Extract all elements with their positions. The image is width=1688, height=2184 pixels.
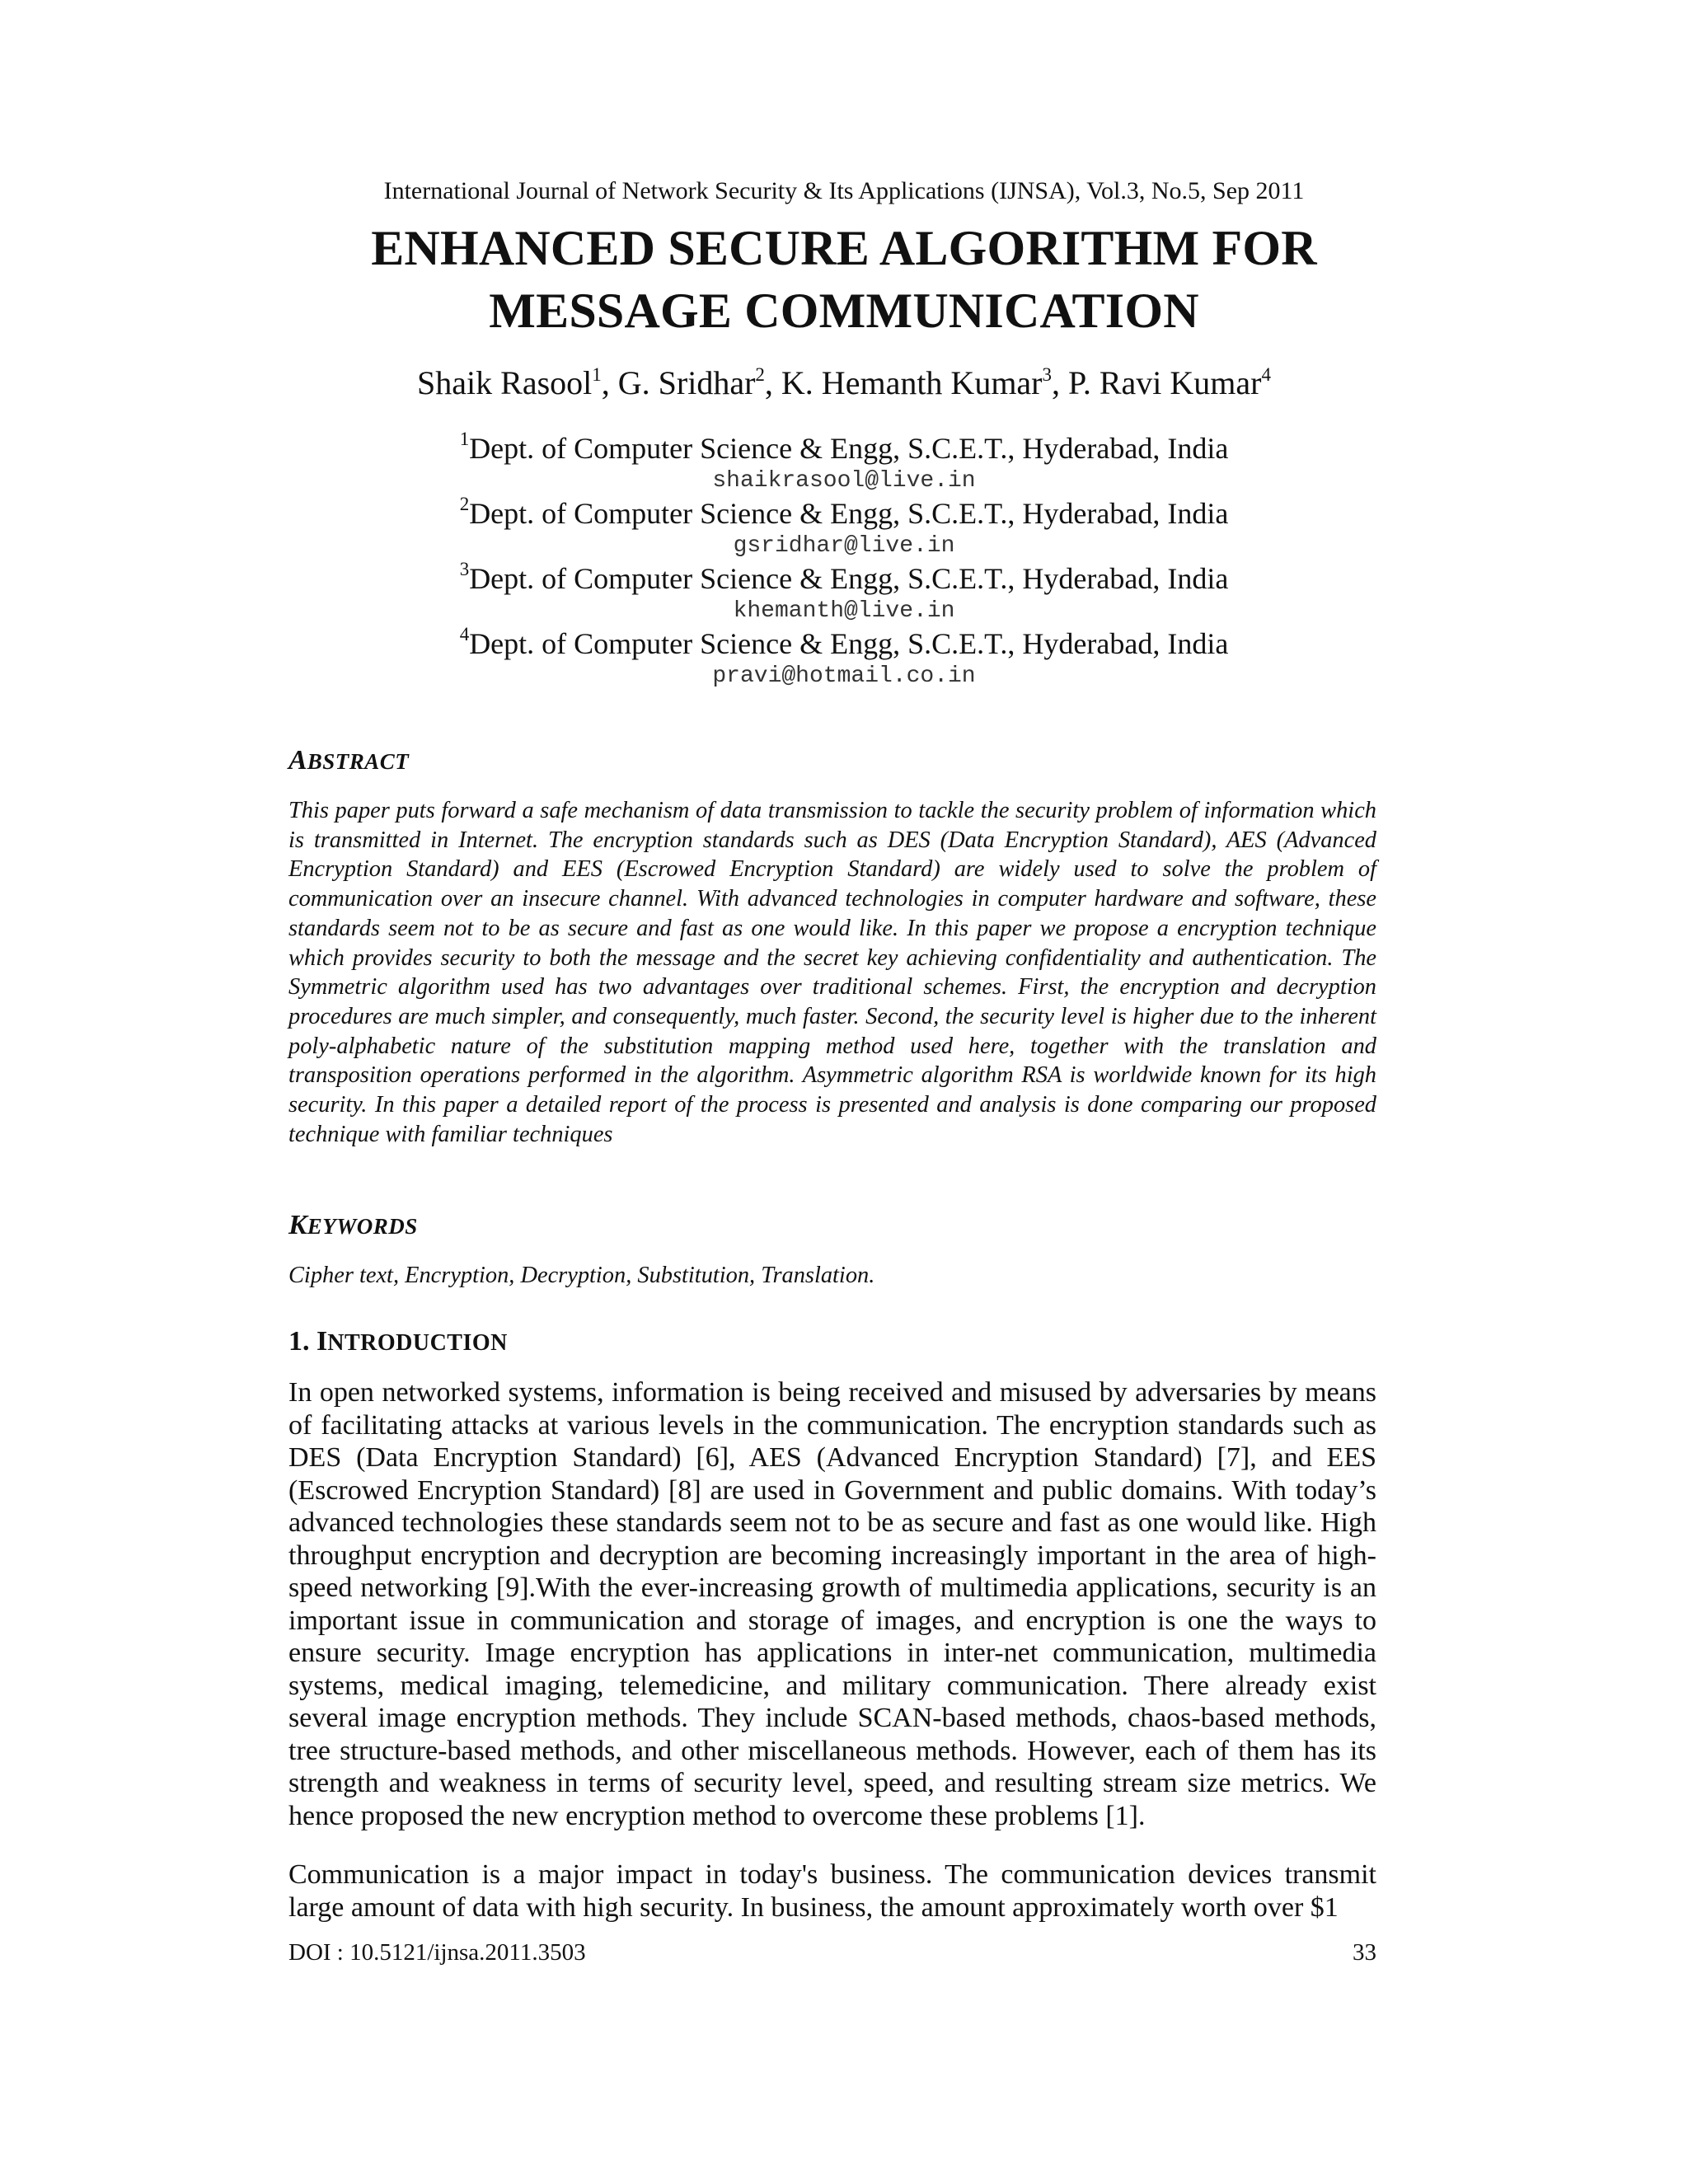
author-list: Shaik Rasool$^1$, G. Sridhar$^2$, K. Hemanth Kumar$^3$, P. Ravi Kumar$^4$ bbox=[417, 364, 1271, 401]
introduction-paragraph-2: Communication is a major impact in today's business. The communication devices transmit large amount of data with high security. In business, the amount approximately worth over $1 bbox=[288, 1859, 1376, 1923]
author-name: P. Ravi Kumar bbox=[1068, 364, 1262, 401]
abstract-text: This paper puts forward a safe mechanism of data transmission to tackle the security problem of information which is transmitted in Internet. The encryption standards such as DES (Data Encryption Standard), AES (Advanced Encryption Standard) and EES (Escrowed Encryption Standard) are widely used to solve the problem of communication over an insecure channel. With advanced technologies in computer hardware and software, these standards seem not to be as secure and fast as one would like. In this paper we propose a encryption technique which provides security to both the message and the secret key achieving confidentiality and authentication. The Symmetric algorithm used has two advantages over traditional schemes. First, the encryption and decryption procedures are much simpler, and consequently, much faster. Second, the security level is higher due to the inherent poly-alphabetic nature of the substitution mapping method used here, together with the translation and transposition operations performed in the algorithm. Asymmetric algorithm RSA is worldwide known for its high security. In this paper a detailed report of the process is presented and analysis is done comparing our proposed technique with familiar techniques bbox=[288, 798, 1376, 1147]
introduction-heading-initial: I bbox=[316, 1326, 328, 1357]
keywords-text: Cipher text, Encryption, Decryption, Substitution, Translation. bbox=[288, 1263, 875, 1288]
introduction-number: 1. bbox=[288, 1326, 316, 1357]
affiliation-dept: Dept. of Computer Science & Engg, S.C.E.T., Hyderabad, India bbox=[469, 562, 1229, 595]
affiliation bbox=[0, 496, 1688, 531]
author-mark: 1 bbox=[592, 364, 602, 385]
affiliation-mark: 2 bbox=[459, 494, 470, 514]
affiliation-dept: Dept. of Computer Science & Engg, S.C.E.T., Hyderabad, India bbox=[469, 432, 1229, 465]
affiliation-email[interactable]: pravi@hotmail.co.in bbox=[712, 663, 976, 689]
introduction-heading bbox=[288, 1326, 508, 1357]
paper-title bbox=[206, 217, 1482, 342]
abstract-heading-initial: A bbox=[288, 745, 307, 776]
author-mark: 2 bbox=[755, 364, 765, 385]
introduction-paragraph-1: In open networked systems, information is being received and misused by adversaries by means of facilitating attacks at various levels in the communication. The encryption standards such as DES (Data Encryption Standard) [6], AES (Advanced Encryption Standard) [7], and EES (Escrowed Encryption Standard) [8] are used in Government and public domains. With today’s advanced technologies these standards seem not to be as secure and fast as one would like. High throughput encryption and decryption are becoming increasingly important in the area of high-speed networking [9].With the ever-increasing growth of multimedia applications, security is an important issue in communication and storage of images, and encryption is one the ways to ensure security. Image encryption has applications in inter-net communication, multimedia systems, medical imaging, telemedicine, and military communication. There already exist several image encryption methods. They include SCAN-based methods, chaos-based methods, tree structure-based methods, and other miscellaneous methods. However, each of them has its strength and weakness in terms of security level, speed, and resulting stream size metrics. We hence proposed the new encryption method to overcome these problems [1]. bbox=[288, 1377, 1376, 1831]
affiliation-email[interactable]: shaikrasool@live.in bbox=[712, 468, 976, 494]
affiliation-email[interactable]: gsridhar@live.in bbox=[733, 533, 955, 559]
author-name: G. Sridhar bbox=[617, 364, 756, 401]
affiliation bbox=[0, 561, 1688, 596]
doi-footer[interactable]: DOI : 10.5121/ijnsa.2011.3503 bbox=[288, 1939, 586, 1966]
affiliation bbox=[0, 626, 1688, 661]
introduction-heading-rest: NTRODUCTION bbox=[327, 1330, 508, 1356]
affiliation-mark: 1 bbox=[459, 429, 470, 449]
affiliation-email[interactable]: khemanth@live.in bbox=[733, 598, 955, 624]
abstract-heading bbox=[288, 745, 409, 776]
author-name: Shaik Rasool bbox=[417, 364, 593, 401]
affiliation-dept: Dept. of Computer Science & Engg, S.C.E.T., Hyderabad, India bbox=[469, 627, 1229, 660]
affiliation-list bbox=[0, 431, 1688, 691]
journal-header: International Journal of Network Security & Its Applications (IJNSA), Vol.3, No.5, Sep 2011 bbox=[383, 177, 1305, 204]
affiliation bbox=[0, 431, 1688, 466]
page-number: 33 bbox=[1353, 1939, 1376, 1966]
keywords-heading-rest: EYWORDS bbox=[307, 1214, 418, 1239]
paper-title-line-2: MESSAGE COMMUNICATION bbox=[489, 284, 1199, 338]
paper-title-line-1: ENHANCED SECURE ALGORITHM FOR bbox=[371, 221, 1317, 275]
affiliation-mark: 3 bbox=[459, 559, 470, 579]
affiliation-mark: 4 bbox=[459, 624, 470, 644]
author-mark: 4 bbox=[1261, 364, 1271, 385]
abstract-heading-rest: BSTRACT bbox=[307, 749, 410, 774]
author-mark: 3 bbox=[1042, 364, 1053, 385]
author-name: K. Hemanth Kumar bbox=[781, 364, 1043, 401]
keywords-heading-initial: K bbox=[288, 1210, 307, 1240]
affiliation-dept: Dept. of Computer Science & Engg, S.C.E.T., Hyderabad, India bbox=[469, 497, 1229, 530]
keywords-heading bbox=[288, 1210, 418, 1241]
